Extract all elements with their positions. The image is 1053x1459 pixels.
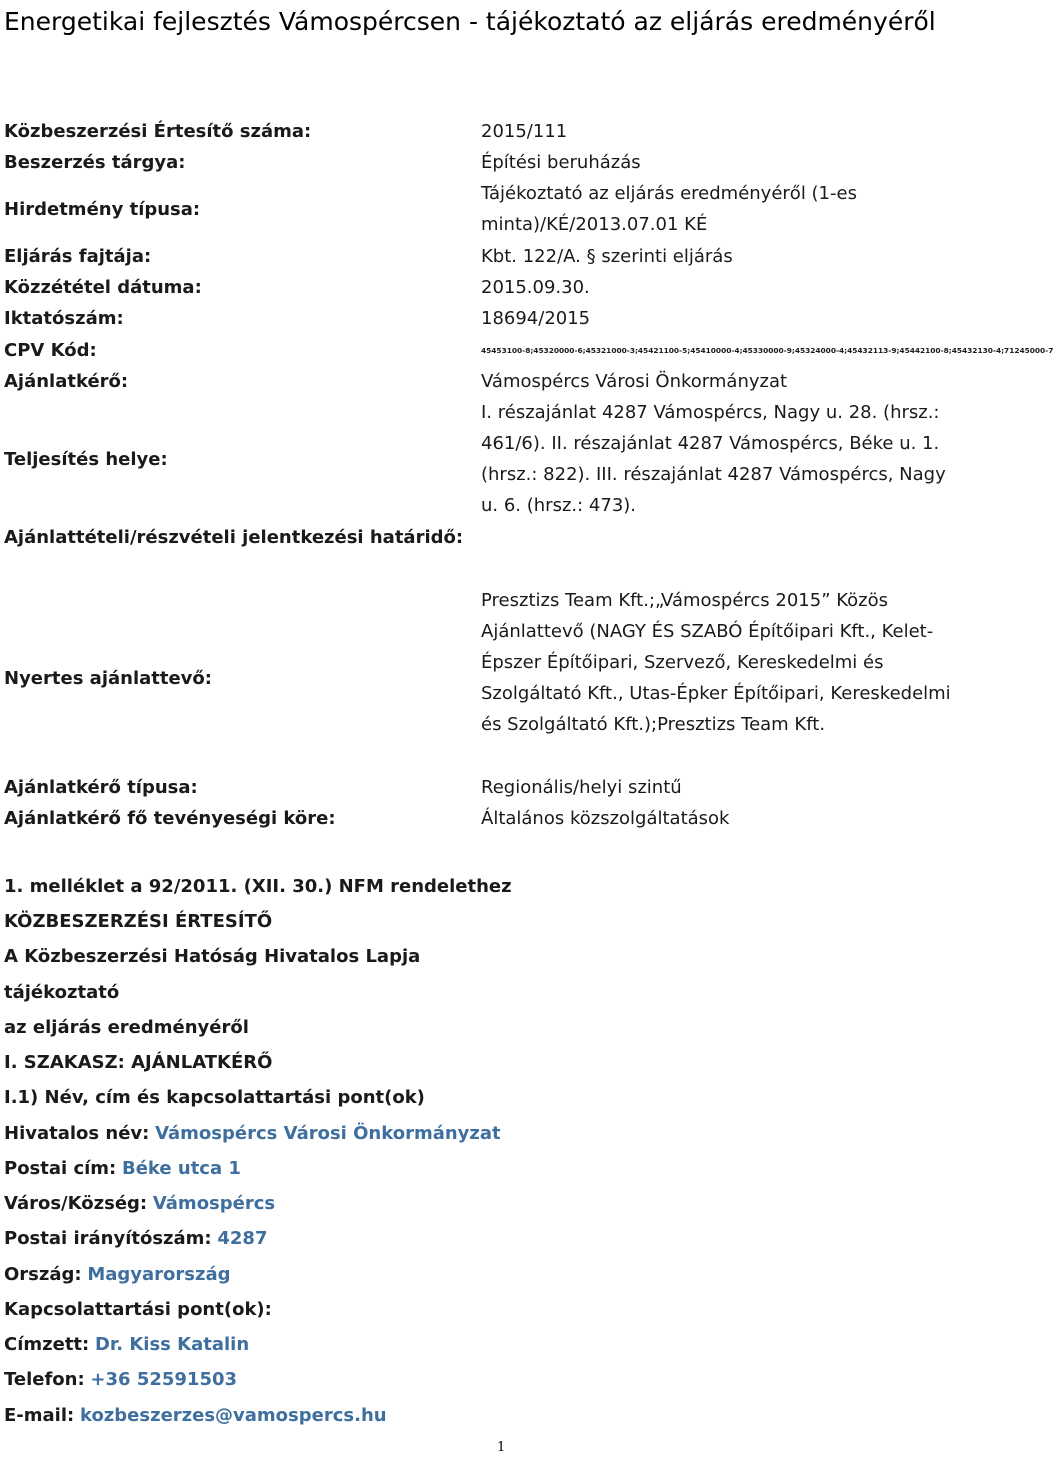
country-value: Magyarország [87, 1264, 231, 1285]
phone-line [4, 1362, 934, 1397]
ertesito-value: 2015/111 [481, 121, 568, 142]
page-title: Energetikai fejlesztés Vámospércsen - tájékoztató az eljárás eredményéről [4, 7, 936, 36]
email-value[interactable]: kozbeszerzes@vamospercs.hu [79, 1405, 387, 1426]
section-heading: I. SZAKASZ: AJÁNLATKÉRŐ [4, 1052, 273, 1073]
kore-label: Ajánlatkérő fő tevényeségi köre: [4, 808, 336, 829]
notice-gazette-subtitle: A Közbeszerzési Hatóság Hivatalos Lapja [4, 946, 421, 967]
official-name-label: Hivatalos név: [4, 1123, 150, 1144]
fajta-label: Eljárás fajtája: [4, 246, 152, 267]
hatarido-label: Ajánlattételi/részvételi jelentkezési határidő: [4, 527, 464, 548]
country-line [4, 1257, 934, 1292]
phone-value: +36 52591503 [90, 1369, 238, 1390]
kore-value: Általános közszolgáltatások [481, 808, 730, 829]
email-line [4, 1398, 934, 1433]
notice-type: tájékoztató [4, 982, 120, 1003]
ertesito-label: Közbeszerzési Értesítő száma: [4, 121, 312, 142]
city-line [4, 1186, 934, 1221]
postal-address-label: Postai cím: [4, 1158, 117, 1179]
ajanlatkero-label: Ajánlatkérő: [4, 371, 129, 392]
country-label: Ország: [4, 1264, 82, 1285]
tipus-label: Ajánlatkérő típusa: [4, 777, 198, 798]
subsection-heading: I.1) Név, cím és kapcsolattartási pont(ok) [4, 1087, 425, 1108]
hirdetmeny-label: Hirdetmény típusa: [4, 199, 201, 220]
targy-value: Építési beruházás [481, 152, 641, 173]
contact-points-line [4, 1292, 934, 1327]
addressee-label: Címzett: [4, 1334, 90, 1355]
iktato-value: 18694/2015 [481, 308, 591, 329]
contact-points-label: Kapcsolattartási pont(ok): [4, 1299, 272, 1320]
postcode-line [4, 1221, 934, 1256]
cpv-value: 45453100-8;45320000-6;45321000-3;45421100-5;45410000-4;45330000-9;45324000-4;45432113-9;45442100-8;45432130-4;71245000-7 [481, 346, 1053, 355]
notice-gazette: KÖZBESZERZÉSI ÉRTESÍTŐ [4, 911, 273, 932]
email-label: E-mail: [4, 1405, 75, 1426]
targy-label: Beszerzés tárgya: [4, 152, 186, 173]
fajta-value: Kbt. 122/A. § szerinti eljárás [481, 246, 733, 267]
official-name-line [4, 1116, 934, 1151]
cpv-label: CPV Kód: [4, 340, 97, 361]
ajanlatkero-value: Vámospércs Városi Önkormányzat [481, 371, 788, 392]
tipus-value: Regionális/helyi szintű [481, 777, 682, 798]
addressee-value: Dr. Kiss Katalin [94, 1334, 250, 1355]
addressee-line [4, 1327, 934, 1362]
hirdetmeny-value: Tájékoztató az eljárás eredményéről (1-es minta)/KÉ/2013.07.01 KÉ [481, 183, 857, 235]
teljesites-value: I. részajánlat 4287 Vámospércs, Nagy u. 28. (hrsz.: 461/6). II. részajánlat 4287 Vámospércs, Béke u. 1. (hrsz.: 822). III. részajánlat 4287 Vámospércs, Nagy u. 6. (hrsz.: 473). [481, 402, 946, 516]
page-number: 1 [497, 1440, 506, 1455]
datum-value: 2015.09.30. [481, 277, 590, 298]
iktato-label: Iktatószám: [4, 308, 124, 329]
notice-type-subject: az eljárás eredményéről [4, 1017, 249, 1038]
postcode-label: Postai irányítószám: [4, 1228, 212, 1249]
postal-address-value: Béke utca 1 [122, 1158, 241, 1179]
official-name-value: Vámospércs Városi Önkormányzat [155, 1123, 501, 1144]
city-value: Vámospércs [152, 1193, 276, 1214]
teljesites-label: Teljesítés helye: [4, 449, 168, 470]
postal-address-line [4, 1151, 934, 1186]
nyertes-value: Presztizs Team Kft.;„Vámospércs 2015” Közös Ajánlattevő (NAGY ÉS SZABÓ Építőipari Kft., Kelet-Épszer Építőipari, Szervező, Kereskedelmi és Szolgáltató Kft., Utas-Épker Építőipari, Kereskedelmi és Szolgáltató Kft.);Presztizs Team Kft. [481, 590, 951, 735]
nyertes-label: Nyertes ajánlattevő: [4, 668, 212, 689]
datum-label: Közzététel dátuma: [4, 277, 202, 298]
city-label: Város/Község: [4, 1193, 148, 1214]
notice-annex: 1. melléklet a 92/2011. (XII. 30.) NFM rendelethez [4, 876, 512, 897]
phone-label: Telefon: [4, 1369, 85, 1390]
postcode-value: 4287 [217, 1228, 268, 1249]
